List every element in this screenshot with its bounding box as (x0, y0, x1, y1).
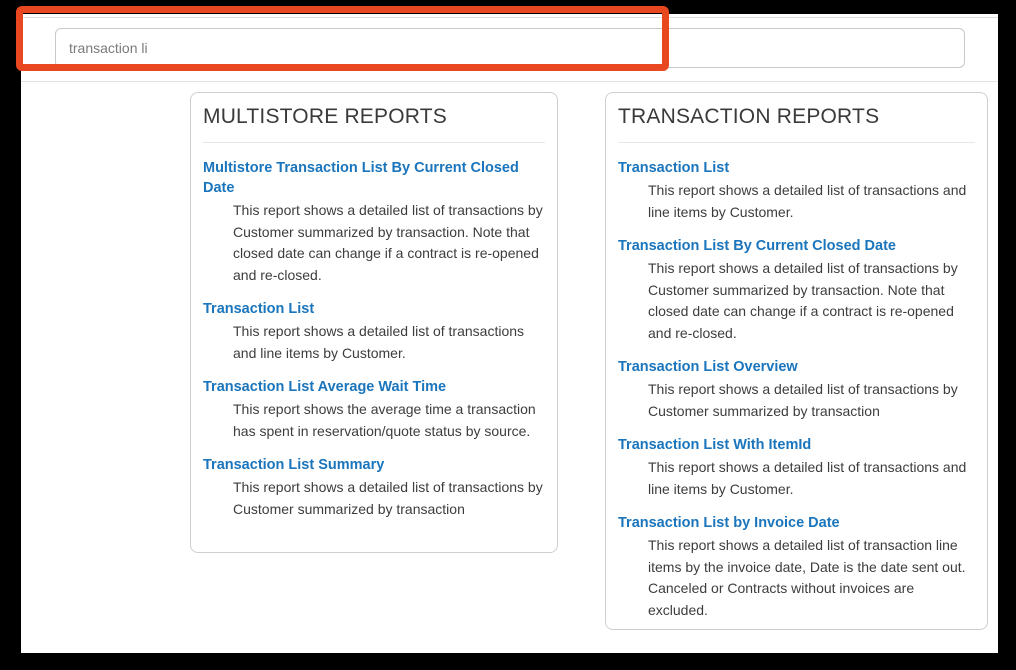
report-item (618, 435, 975, 500)
report-item (618, 513, 975, 621)
report-description: This report shows a detailed list of transactions and line items by Customer. (648, 459, 967, 497)
report-link[interactable]: Transaction List by Invoice Date (618, 515, 840, 531)
reports-panel-0 (190, 92, 558, 553)
report-description: This report shows a detailed list of transactions by Customer summarized by transaction (233, 479, 543, 517)
panel-divider (618, 142, 975, 143)
report-description: This report shows the average time a transaction has spent in reservation/quote status by source. (233, 401, 536, 439)
panel-divider (203, 142, 545, 143)
report-item (618, 158, 975, 223)
panel-title: TRANSACTION REPORTS (618, 105, 880, 128)
report-item (618, 236, 975, 344)
report-link[interactable]: Transaction List By Current Closed Date (618, 238, 896, 254)
report-link[interactable]: Transaction List Summary (203, 457, 385, 473)
report-link[interactable]: Transaction List Overview (618, 359, 798, 375)
top-divider (21, 17, 998, 18)
report-item (203, 455, 545, 520)
report-description: This report shows a detailed list of transactions and line items by Customer. (648, 182, 967, 220)
panel-title: MULTISTORE REPORTS (203, 105, 447, 128)
report-description: This report shows a detailed list of transactions by Customer summarized by transaction (648, 381, 958, 419)
report-link[interactable]: Transaction List With ItemId (618, 437, 812, 453)
report-description: This report shows a detailed list of transactions and line items by Customer. (233, 323, 525, 361)
report-link[interactable]: Transaction List (203, 301, 315, 317)
reports-panel-1 (605, 92, 988, 630)
report-item (203, 377, 545, 442)
report-link[interactable]: Transaction List (618, 160, 730, 176)
report-item (203, 299, 545, 364)
report-description: This report shows a detailed list of transactions by Customer summarized by transaction. Note that closed date can change if a contract is re-opened and re-closed. (648, 260, 958, 341)
report-item (618, 357, 975, 422)
page-content (21, 14, 998, 653)
report-description: This report shows a detailed list of transactions by Customer summarized by transaction. Note that closed date can change if a contract is re-opened and re-closed. (233, 202, 543, 283)
report-link[interactable]: Multistore Transaction List By Current Closed Date (203, 160, 519, 196)
report-description: This report shows a detailed list of transaction line items by the invoice date, Date is the date sent out. Canceled or Contracts without invoices are excluded. (648, 537, 966, 618)
search-input[interactable] (55, 28, 965, 68)
report-item (203, 158, 545, 286)
search-area-divider (21, 81, 998, 82)
report-link[interactable]: Transaction List Average Wait Time (203, 379, 447, 395)
